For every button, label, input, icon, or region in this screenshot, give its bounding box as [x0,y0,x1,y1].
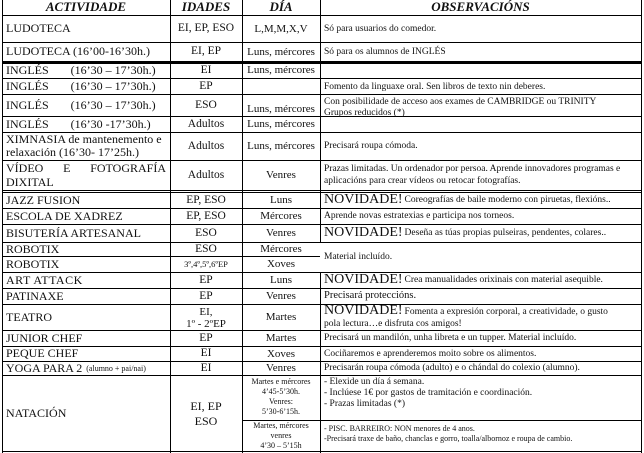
schedule-line: Venres: [269,397,293,406]
activity-name: ART ATTACK [6,273,83,287]
novidade-badge: NOVIDADE! [324,305,403,318]
activity-notes: Fomento da linguaxe oral. Sen libros de texto nin deberes. [324,81,546,92]
activity-name: ROBOTIX [6,243,60,256]
schedule-line: Martes, mércores [253,421,309,430]
activity-notes: Con posibilidade de acceso aos exames de CAMBRIDGE ou TRINITY [324,96,597,107]
activity-time: (16’30 – 17’30h.) [70,63,156,77]
header-observacions: OBSERVACIÓNS [431,0,530,14]
activity-day: Martes [265,311,297,324]
notes-line: - PISC. BARREIRO: NON menores de 4 anos. [324,424,475,433]
notes-line: - Prazas limitadas (*) [324,399,405,409]
activity-name: PEQUE CHEF [6,347,79,361]
notes-line: pola lectura…e disfruta cos amigos! [324,319,462,329]
activity-ages [170,305,242,330]
activity-notes: Só para usuarios do comedor. [324,23,437,34]
activity-name: ROBOTIX [6,257,60,271]
activity-label: INGLÉS [6,117,49,131]
activity-name: JAZZ FUSION [6,193,81,207]
header-dia: DÍA [269,0,293,14]
notes-line: - Inclúese 1€ por gastos de tramitación e coordinación. [324,388,533,398]
activity-day: Luns, mércores [247,64,315,77]
activity-notes [320,161,641,190]
activity-notes [320,225,641,242]
activity-notes: Precisará roupa cómoda. [324,141,418,152]
activity-name: PATINAXE [6,289,64,303]
activity-ages: EP [199,289,213,302]
activity-day: Venres [266,362,296,375]
schedule-line: venres [270,431,292,440]
activity-ages: EP [199,79,213,92]
activity-notes [320,273,641,288]
activity-ages: EI, EP [190,45,222,58]
activity-notes: Precisará un mandilón, unha libreta e un tupper. Material incluído. [324,333,577,344]
activity-ages: EP, ESO [186,209,226,222]
ages-line: ESO [194,413,218,428]
activity-ages [170,376,242,451]
activity-notes: Precisará proteccións. [324,290,417,302]
activity-ages: EI [200,347,212,360]
activity-ages: ESO [195,226,217,239]
activity-name: BISUTERÍA ARTESANAL [6,225,141,240]
activity-name: JUNIOR CHEF [6,331,83,345]
activity-name [2,161,170,190]
activity-name: NATACIÓN [6,405,67,420]
activity-name: TEATRO [6,309,52,324]
novidade-badge: NOVIDADE! [324,273,403,288]
activity-day: Luns, mércores [247,140,315,153]
activity-label: INGLÉS [6,63,49,77]
activity-label-note: (alumno + pai/nai) [86,363,146,373]
activity-day: Martes [265,332,297,345]
activity-ages: EI [200,63,212,76]
notes-line: aplicacións para crear vídeos ou retocar fotografías. [324,176,521,186]
table-border [641,0,642,453]
activity-label: INGLÉS [6,79,49,93]
activity-ages: Adultos [187,139,225,152]
activity-day: Luns [270,274,292,287]
notes-line: Prazas limitadas. Un ordenador por persoa. Aprende innovadores programas e [324,164,621,174]
activity-name [2,117,170,132]
activity-day: Xoves [266,258,296,271]
activity-time: (16’30 – 17’30h.) [70,79,156,93]
notes-text: Crea manualidades orixinais con material asequible. [404,275,603,286]
activity-notes: Grupos reducidos (*) [324,107,405,118]
ages-line: 1º - 2ºEP [186,318,226,330]
activity-ages: EI [200,362,212,374]
activity-day: Mércores [260,210,302,223]
activity-time: (16’30 -17’30h.) [70,117,151,131]
activity-name [2,79,170,94]
activity-day: Venres [266,227,296,240]
notes-line: - Elexide un día á semana. [324,377,425,387]
activity-day: Luns, mércores [247,118,315,131]
schedule-line: 5’30-6’15h. [262,407,300,416]
header-actividade: ACTIVIDADE [45,0,127,14]
schedule-line: 4’45-5’30h. [262,387,300,396]
notes-text: Coreografías de baile moderno con piruetas, flexións.. [404,195,611,206]
activity-day: Venres [266,169,296,182]
activity-ages: 3º,4º,5º,6ºEP [184,258,228,269]
activity-name: ESCOLA DE XADREZ [6,209,123,223]
notes-text: Deseña as túas propias pulseiras, pendentes, colares.. [404,228,607,239]
activity-name [2,63,170,78]
novidade-badge: NOVIDADE! [324,193,403,208]
activity-notes [320,305,641,330]
ages-line: EI, EP [190,398,222,413]
activity-ages: Adultos [187,117,225,130]
activity-day: Luns [270,194,292,207]
table-border [2,451,642,452]
activity-ages: EI, EP, ESO [177,22,235,35]
activity-day: Venres [266,290,296,303]
activity-ages: EP [199,331,213,344]
activity-day: L,M,M,X,V [254,22,308,35]
ages-line: EI, [199,306,213,318]
activity-ages: ESO [195,243,217,255]
activity-name [2,133,170,160]
activity-notes [320,193,641,208]
activity-ages: Adultos [187,168,225,181]
activity-label: relaxación (16’30- 17’25h.) [6,145,139,159]
activity-ages: ESO [195,98,217,111]
activity-day: Luns, mércores [247,45,315,58]
activity-name [2,95,170,116]
activity-label: DIXITAL [6,175,54,189]
activity-notes [320,377,641,420]
row-divider [2,190,642,191]
activity-notes: Precisarán roupa cómoda (adulto) e o chándal do colexio (alumno). [324,363,580,374]
activity-label: YOGA PARA 2 [6,362,83,375]
notes-line: -Precisará traxe de baño, chanclas e gorro, toalla/albornoz e roupa de cambio. [324,434,573,443]
activity-ages: EP, ESO [186,193,226,206]
header-idades: IDADES [181,0,231,14]
activity-name [2,362,170,375]
activity-name: LUDOTECA (16’00-16’30h.) [6,44,150,59]
activity-day: Mércores [260,243,302,256]
schedule-line: Martes e mércores [251,377,311,386]
activity-notes: Material incluído. [320,243,641,272]
activity-ages: EP [199,273,213,286]
notes-text: Fomenta a expresión corporal, a creatividade, o gusto [404,307,608,317]
activity-notes: Cociñaremos e aprenderemos moito sobre os alimentos. [324,348,537,359]
activity-label: XIMNASIA de mantenemento e [6,133,162,146]
activity-notes: Só para os alumnos de INGLÉS [324,46,446,57]
activity-day: Xoves [266,347,296,360]
schedule-option-2 [242,421,320,451]
activity-label: VÍDEO E FOTOGRAFÍA [6,161,166,175]
novidade-badge: NOVIDADE! [324,225,403,241]
activity-name: LUDOTECA [6,21,71,36]
activity-label: INGLÉS [6,97,49,112]
schedule-option-1 [242,377,320,420]
activity-notes: Aprende novas estratexias e participa nos torneos. [324,211,515,222]
activity-time: (16’30 – 17’30h.) [70,97,156,112]
schedule-line: 4’30 – 5’15h [260,441,302,450]
activity-notes [320,424,641,451]
activity-day: Luns, mércores [247,102,315,115]
